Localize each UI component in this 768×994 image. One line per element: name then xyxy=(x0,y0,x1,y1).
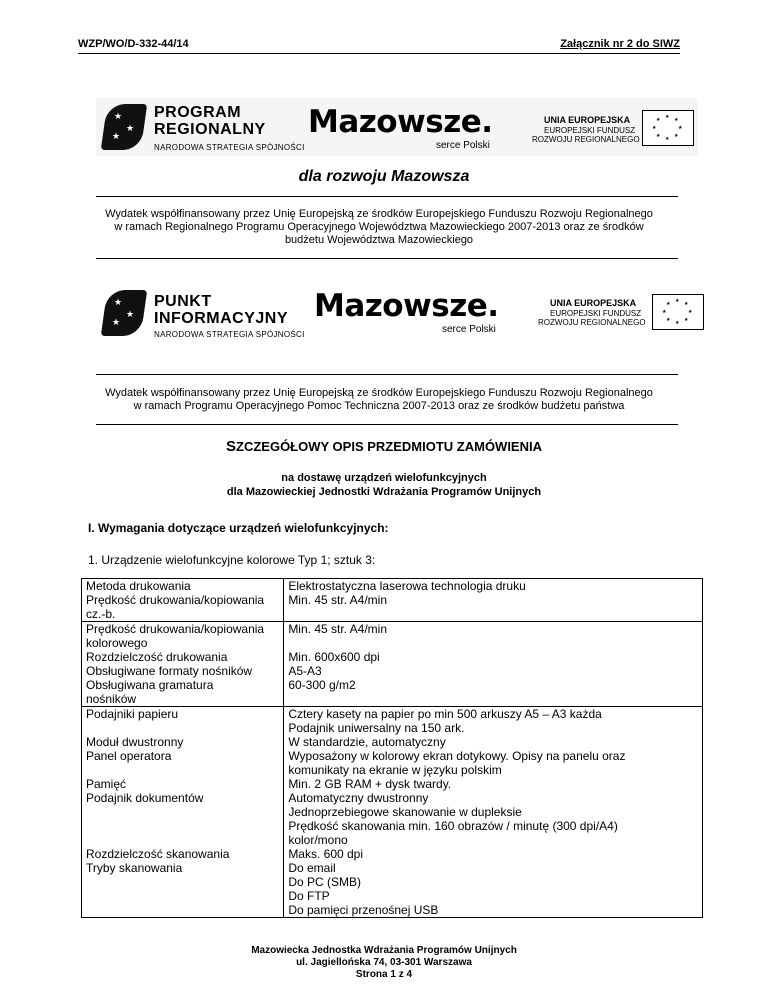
star-icon: ★ xyxy=(114,297,123,307)
document-title: SZCZEGÓŁOWY OPIS PRZEDMIOTU ZAMÓWIENIA xyxy=(226,438,542,455)
table-cell-value: Min. 45 str. A4/min Min. 600x600 dpi A5-A3 60-300 g/m2 xyxy=(284,622,703,707)
eu-logo-line1: EUROPEJSKI FUNDUSZ xyxy=(550,309,642,318)
program-emblem-icon xyxy=(101,104,147,150)
mazowsze-logo: Mazowsze. xyxy=(314,288,499,324)
subtitle-line1: na dostawę urządzeń wielofunkcyjnych xyxy=(281,472,487,484)
logo-band-regional xyxy=(96,98,698,156)
spec-table xyxy=(81,578,703,918)
logo-band-information xyxy=(96,284,698,342)
table-cell-key: Metoda drukowania Prędkość drukowania/kopiowania cz.-b. xyxy=(82,579,284,622)
eu-logo-line2: ROZWOJU REGIONALNEGO xyxy=(532,135,640,144)
document-reference: WZP/WO/D-332-44/14 xyxy=(78,38,189,50)
program-emblem-icon xyxy=(101,290,147,336)
footer-page-number: Strona 1 z 4 xyxy=(355,969,413,980)
eu-logo-line1: EUROPEJSKI FUNDUSZ xyxy=(544,126,636,135)
table-cell-value: Elektrostatyczna laserowa technologia druku Min. 45 str. A4/min xyxy=(284,579,703,622)
program-logo-subtitle: NARODOWA STRATEGIA SPÓJNOŚCI xyxy=(154,143,305,152)
funding-line: Wydatek współfinansowany przez Unię Europejską ze środków Europejskiego Funduszu Rozwoju Regionalnego xyxy=(105,208,653,220)
section-heading: I. Wymagania dotyczące urządzeń wielofunkcyjnych: xyxy=(88,521,389,535)
star-icon: ★ xyxy=(112,131,121,141)
mazowsze-tagline: serce Polski xyxy=(436,140,490,151)
funding-note-regional xyxy=(78,208,680,247)
mazowsze-logo: Mazowsze. xyxy=(308,104,493,140)
program-logo-subtitle: NARODOWA STRATEGIA SPÓJNOŚCI xyxy=(154,330,305,339)
divider xyxy=(96,424,678,425)
program-logo-line1: PROGRAM xyxy=(154,104,242,121)
funding-note-technical xyxy=(78,387,680,413)
table-row xyxy=(82,622,703,707)
eu-logo-title: UNIA EUROPEJSKA xyxy=(544,115,631,125)
program-logo-line2: REGIONALNY xyxy=(154,121,266,138)
star-icon: ★ xyxy=(126,309,135,319)
table-cell-value: Cztery kasety na papier po min 500 arkuszy A5 – A3 każda Podajnik uniwersalny na 150 ark. W standardzie, automatyczny Wyposażony w kolorowy ekran dotykowy. Opisy na panelu oraz komunikaty na ekranie w języku polskim Min. 2 GB RAM + dysk twardy. Automatyczny dwustronny Jednoprzebiegowe skanowanie w dupleksie Prędkość skanowania min. 160 obrazów / minutę (300 dpi/A4) kolor/mono Maks. 600 dpi Do email Do PC (SMB) Do FTP Do pamięci przenośnej USB xyxy=(284,707,703,918)
program-logo-line1: PUNKT xyxy=(154,293,212,310)
table-row xyxy=(82,707,703,918)
tagline: dla rozwoju Mazowsza xyxy=(298,168,470,185)
table-cell-key: Prędkość drukowania/kopiowania kolorowego Rozdzielczość drukowania Obsługiwane formaty nośników Obsługiwana gramatura nośników xyxy=(82,622,284,707)
divider xyxy=(96,258,678,259)
funding-line: budżetu Województwa Mazowieckiego xyxy=(284,234,474,246)
program-logo-line2: INFORMACYJNY xyxy=(154,310,289,327)
attachment-label: Załącznik nr 2 do SIWZ xyxy=(560,38,680,50)
footer-address: ul. Jagiellońska 74, 03-301 Warszawa xyxy=(296,957,472,968)
eu-logo-line2: ROZWOJU REGIONALNEGO xyxy=(538,318,646,327)
footer-organization: Mazowiecka Jednostka Wdrażania Programów Unijnych xyxy=(251,945,517,956)
funding-line: Wydatek współfinansowany przez Unię Europejską ze środków Europejskiego Funduszu Rozwoju Regionalnego xyxy=(105,387,653,399)
star-icon: ★ xyxy=(126,123,135,133)
table-row xyxy=(82,579,703,622)
eu-flag-icon: ★ ★ ★ ★ ★ ★ ★ ★ xyxy=(652,294,704,330)
mazowsze-tagline: serce Polski xyxy=(442,324,496,335)
eu-flag-icon: ★ ★ ★ ★ ★ ★ ★ ★ xyxy=(642,110,694,146)
subtitle-line2: dla Mazowieckiej Jednostki Wdrażania Programów Unijnych xyxy=(226,486,542,498)
star-icon: ★ xyxy=(114,111,123,121)
star-icon: ★ xyxy=(112,317,121,327)
eu-logo-title: UNIA EUROPEJSKA xyxy=(550,298,637,308)
divider xyxy=(96,374,678,375)
table-cell-key: Podajniki papieru Moduł dwustronny Panel operatora Pamięć Podajnik dokumentów Rozdzielczość skanowania Tryby skanowania xyxy=(82,707,284,918)
divider xyxy=(96,196,678,197)
funding-line: w ramach Regionalnego Programu Operacyjnego Województwa Mazowieckiego 2007-2013 oraz ze środków xyxy=(114,221,644,233)
list-item: 1. Urządzenie wielofunkcyjne kolorowe Typ 1; sztuk 3: xyxy=(88,553,376,567)
header-divider xyxy=(78,53,680,54)
funding-line: w ramach Programu Operacyjnego Pomoc Techniczna 2007-2013 oraz ze środków budżetu państwa xyxy=(133,400,625,412)
